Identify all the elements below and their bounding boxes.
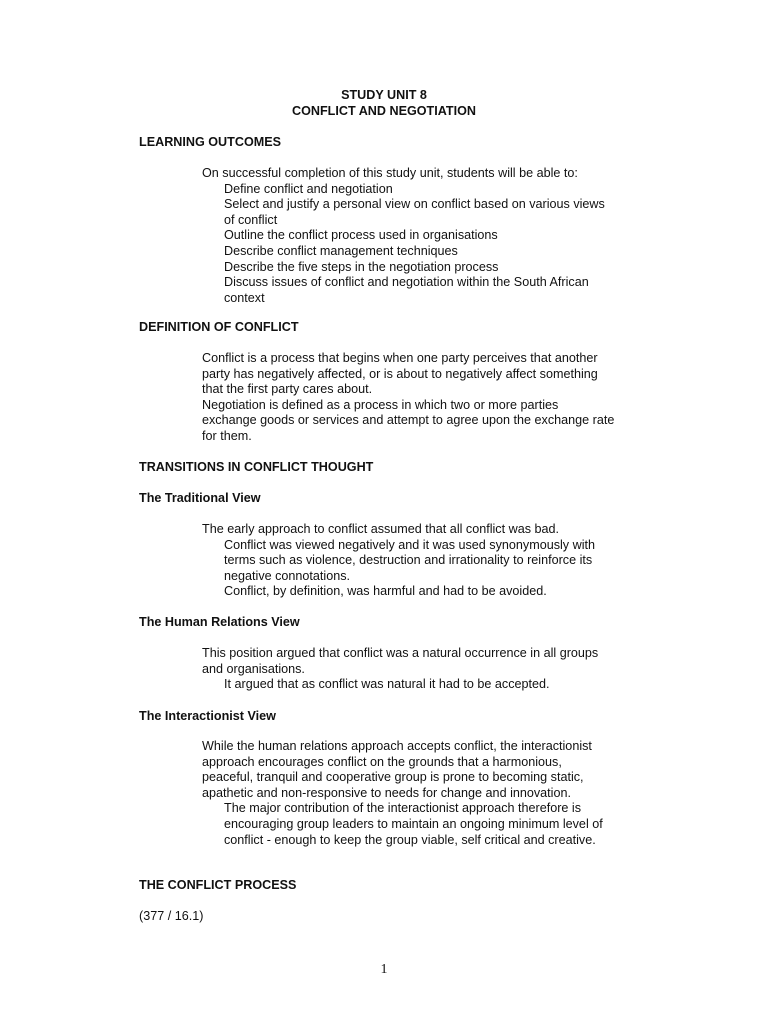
page-number: 1 xyxy=(380,962,388,977)
list-item: negative connotations. xyxy=(224,568,351,583)
paragraph-line: party has negatively affected, or is about to negatively affect something xyxy=(202,366,598,381)
conflict-process-heading: THE CONFLICT PROCESS xyxy=(139,878,297,892)
unit-title-line1: STUDY UNIT 8 xyxy=(341,88,427,102)
paragraph-line: While the human relations approach accepts conflict, the interactionist xyxy=(202,739,592,753)
list-item: Select and justify a personal view on conflict based on various views xyxy=(224,197,605,212)
definition-heading: DEFINITION OF CONFLICT xyxy=(139,320,299,334)
paragraph-line: and organisations. xyxy=(202,661,305,676)
paragraph-line: peaceful, tranquil and cooperative group is prone to becoming static, xyxy=(202,770,584,785)
list-item: Define conflict and negotiation xyxy=(224,181,393,196)
traditional-view-text xyxy=(202,522,642,600)
learning-outcomes-list xyxy=(202,166,642,306)
learning-outcomes-heading: LEARNING OUTCOMES xyxy=(139,135,282,149)
list-item: Describe the five steps in the negotiation process xyxy=(224,259,499,274)
human-relations-text xyxy=(202,646,642,693)
list-item: Conflict was viewed negatively and it was used synonymously with xyxy=(224,537,595,552)
human-relations-heading: The Human Relations View xyxy=(139,615,300,629)
list-item: context xyxy=(224,290,265,305)
traditional-view-heading: The Traditional View xyxy=(139,491,261,505)
list-item: encouraging group leaders to maintain an ongoing minimum level of xyxy=(224,816,603,831)
paragraph-line: that the first party cares about. xyxy=(202,382,373,397)
paragraph-line: apathetic and non-responsive to needs for change and innovation. xyxy=(202,785,571,800)
paragraph-line: Conflict is a process that begins when one party perceives that another xyxy=(202,351,598,365)
list-item: of conflict xyxy=(224,212,278,227)
interactionist-text xyxy=(202,739,642,848)
learning-outcomes-intro: On successful completion of this study unit, students will be able to: xyxy=(202,166,578,180)
list-item: Describe conflict management techniques xyxy=(224,243,458,258)
page-reference: (377 / 16.1) xyxy=(139,909,204,923)
list-item: It argued that as conflict was natural it had to be accepted. xyxy=(224,677,550,692)
unit-title xyxy=(0,87,768,119)
paragraph-line: approach encourages conflict on the grounds that a harmonious, xyxy=(202,754,562,769)
list-item: Discuss issues of conflict and negotiation within the South African xyxy=(224,275,589,290)
definition-text xyxy=(202,351,642,445)
list-item: Conflict, by definition, was harmful and had to be avoided. xyxy=(224,584,547,599)
paragraph-line: for them. xyxy=(202,428,252,443)
list-item: Outline the conflict process used in organisations xyxy=(224,228,498,243)
list-item: conflict - enough to keep the group viable, self critical and creative. xyxy=(224,832,596,847)
paragraph-line: The early approach to conflict assumed that all conflict was bad. xyxy=(202,522,560,536)
paragraph-line: exchange goods or services and attempt to agree upon the exchange rate xyxy=(202,413,615,428)
paragraph-line: Negotiation is defined as a process in which two or more parties xyxy=(202,397,559,412)
list-item: The major contribution of the interactionist approach therefore is xyxy=(224,801,582,816)
list-item: terms such as violence, destruction and irrationality to reinforce its xyxy=(224,553,593,568)
interactionist-heading: The Interactionist View xyxy=(139,709,276,723)
paragraph-line: This position argued that conflict was a natural occurrence in all groups xyxy=(202,646,599,660)
unit-title-line2: CONFLICT AND NEGOTIATION xyxy=(292,104,476,118)
transitions-heading: TRANSITIONS IN CONFLICT THOUGHT xyxy=(139,460,374,474)
